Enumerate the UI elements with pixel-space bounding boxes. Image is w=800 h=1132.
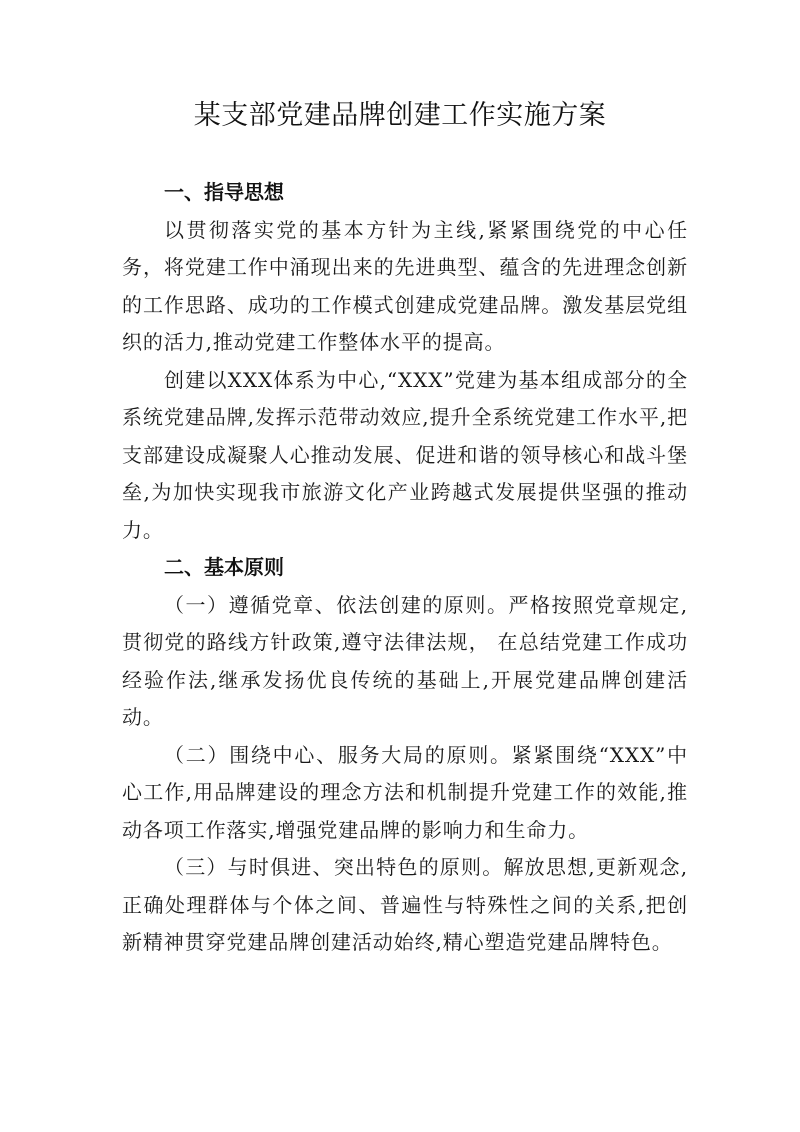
paragraph: （一）遵循党章、依法创建的原则。严格按照党章规定,贯彻党的路线方针政策,遵守法律法规， 在总结党建工作成功经验作法,继承发扬优良传统的基础上,开展党建品牌创建活动。 [122,592,688,729]
document-body [122,174,688,962]
section-heading-guiding-ideology: 一、指导思想 [164,180,284,204]
section-heading-basic-principles: 二、基本原则 [164,555,284,579]
document-title: 某支部党建品牌创建工作实施方案 [193,100,607,131]
paragraph: 创建以XXX体系为中心,“XXX”党建为基本组成部分的全系统党建品牌,发挥示范带动效应,提升全系统党建工作水平,把支部建设成凝聚人心推动发展、促进和谐的领导核心和战斗堡垒,为加快实现我市旅游文化产业跨越式发展提供坚强的推动力。 [122,367,688,542]
paragraph: （三）与时俱进、突出特色的原则。解放思想,更新观念,正确处理群体与个体之间、普遍性与特殊性之间的关系,把创新精神贯穿党建品牌创建活动始终,精心塑造党建品牌特色。 [122,855,688,954]
paragraph: （二）围绕中心、服务大局的原则。紧紧围绕“XXX”中心工作,用品牌建设的理念方法和机制提升党建工作的效能,推动各项工作落实,增强党建品牌的影响力和生命力。 [122,742,688,842]
paragraph: 以贯彻落实党的基本方针为主线,紧紧围绕党的中心任务，将党建工作中涌现出来的先进典型、蕴含的先进理念创新的工作思路、成功的工作模式创建成党建品牌。激发基层党组织的活力,推动党建工作整体水平的提高。 [122,217,688,354]
